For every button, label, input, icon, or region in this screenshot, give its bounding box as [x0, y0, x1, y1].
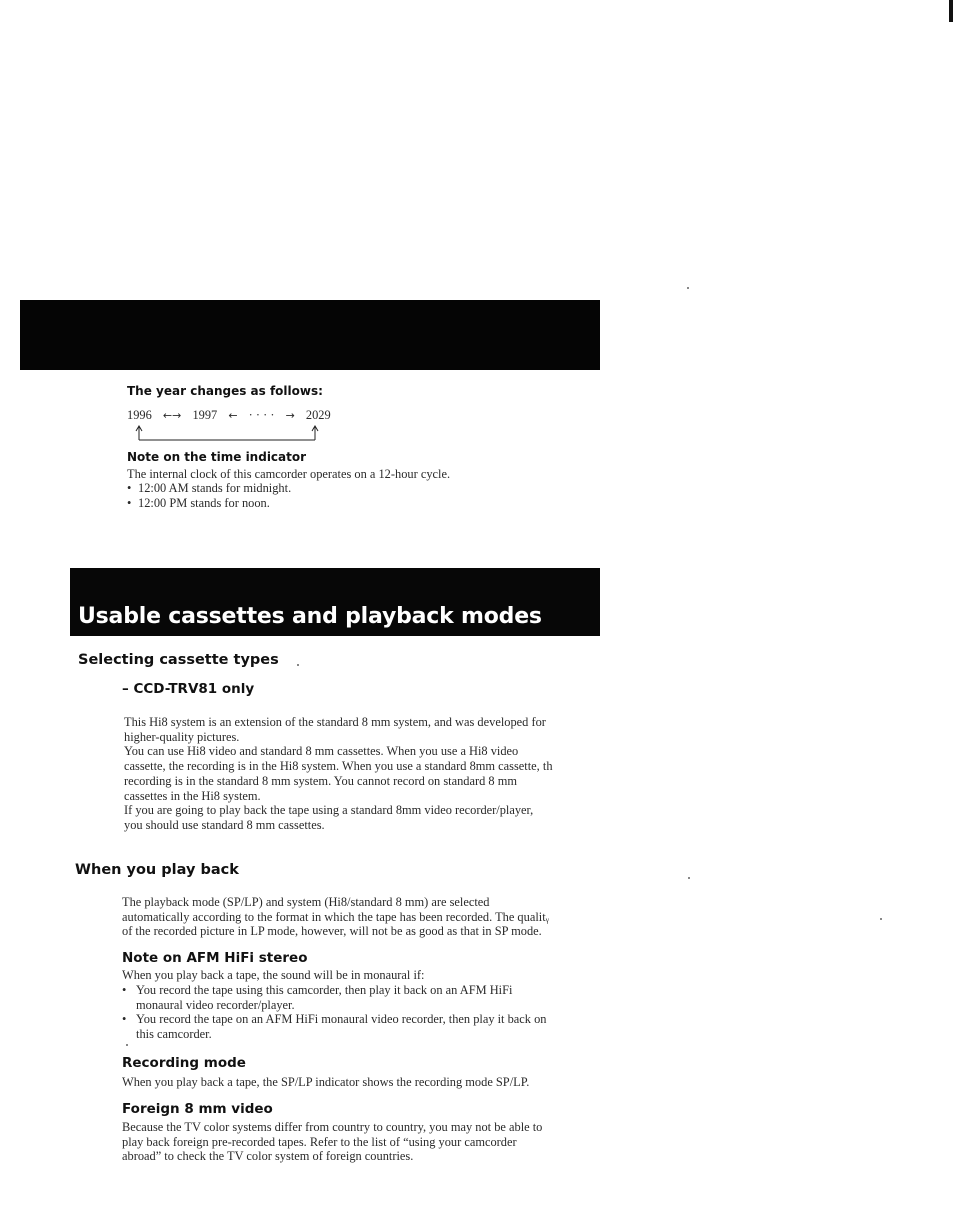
- time-note-list: [127, 481, 291, 510]
- body-line: cassettes in the Hi8 system.: [124, 788, 261, 803]
- year-heading: The year changes as follows:: [127, 384, 323, 398]
- left-arrow-icon: ←: [228, 409, 238, 422]
- body-line: Because the TV color systems differ from country to country, you may not be able to: [122, 1120, 543, 1134]
- year-sequence: [127, 408, 339, 423]
- selecting-subheading: – CCD-TRV81 only: [122, 681, 255, 697]
- body-line: The playback mode (SP/LP) and system (Hi8/standard 8 mm) are selected: [122, 895, 490, 909]
- time-note-intro: The internal clock of this camcorder operates on a 12-hour cycle.: [127, 467, 451, 481]
- afm-list: [122, 983, 546, 1042]
- list-item: • You record the tape on an AFM HiFi monaural video recorder, then play it back on this camcorder.: [122, 1012, 546, 1041]
- body-line: you should use standard 8 mm cassettes.: [124, 817, 325, 832]
- scan-speck: [126, 1044, 128, 1046]
- double-arrow-icon: ←→: [162, 409, 182, 422]
- list-item: • 12:00 AM stands for midnight.: [127, 481, 291, 496]
- recording-mode-heading: Recording mode: [122, 1055, 246, 1071]
- body-line: If you are going to play back the tape using a standard 8mm video recorder/player,: [124, 803, 534, 818]
- afm-intro: When you play back a tape, the sound will be in monaural if:: [122, 968, 425, 982]
- foreign-heading: Foreign 8 mm video: [122, 1101, 273, 1117]
- scan-speck: [688, 877, 690, 879]
- year-ellipsis: · · · ·: [248, 408, 275, 422]
- year-1997: 1997: [192, 408, 218, 422]
- year-loop-arrow-icon: [134, 424, 322, 442]
- body-line: abroad” to check the TV color system of foreign countries.: [122, 1149, 414, 1164]
- scan-speck: [880, 918, 882, 920]
- body-line: cassette, the recording is in the Hi8 system. When you use a standard 8mm cassette, th: [124, 759, 553, 774]
- body-line: play back foreign pre-recorded tapes. Refer to the list of “using your camcorder: [122, 1134, 517, 1149]
- afm-heading: Note on AFM HiFi stereo: [122, 950, 308, 966]
- scan-speck: [297, 664, 299, 666]
- foreign-body: [122, 1120, 542, 1164]
- playback-heading: When you play back: [75, 862, 239, 878]
- section-title: Usable cassettes and playback modes: [78, 604, 542, 629]
- right-arrow-icon: →: [285, 409, 295, 422]
- list-item: • 12:00 PM stands for noon.: [127, 496, 291, 511]
- year-2029: 2029: [305, 408, 331, 422]
- header-black-band: [20, 300, 600, 370]
- playback-body: [122, 895, 549, 939]
- section-title-bar: [70, 568, 600, 636]
- body-line: This Hi8 system is an extension of the standard 8 mm system, and was developed for: [124, 715, 546, 729]
- body-line: recording is in the standard 8 mm system. You cannot record on standard 8 mm: [124, 773, 517, 788]
- body-line: higher-quality pictures.: [124, 729, 240, 744]
- selecting-heading: Selecting cassette types: [78, 652, 279, 668]
- time-note-heading: Note on the time indicator: [127, 450, 307, 464]
- body-line: of the recorded picture in LP mode, however, will not be as good as that in SP mode.: [122, 924, 542, 939]
- recording-mode-text: When you play back a tape, the SP/LP indicator shows the recording mode SP/LP.: [122, 1075, 530, 1089]
- scan-speck: [687, 287, 689, 289]
- body-line: You can use Hi8 video and standard 8 mm cassettes. When you use a Hi8 video: [124, 744, 519, 759]
- year-1996: 1996: [127, 408, 152, 422]
- list-item: • You record the tape using this camcorder, then play it back on an AFM HiFi monaural video recorder/player.: [122, 983, 546, 1012]
- page-edge-mark: [949, 0, 953, 22]
- selecting-body: [124, 715, 553, 833]
- body-line: automatically according to the format in which the tape has been recorded. The qualitᵧ: [122, 909, 549, 924]
